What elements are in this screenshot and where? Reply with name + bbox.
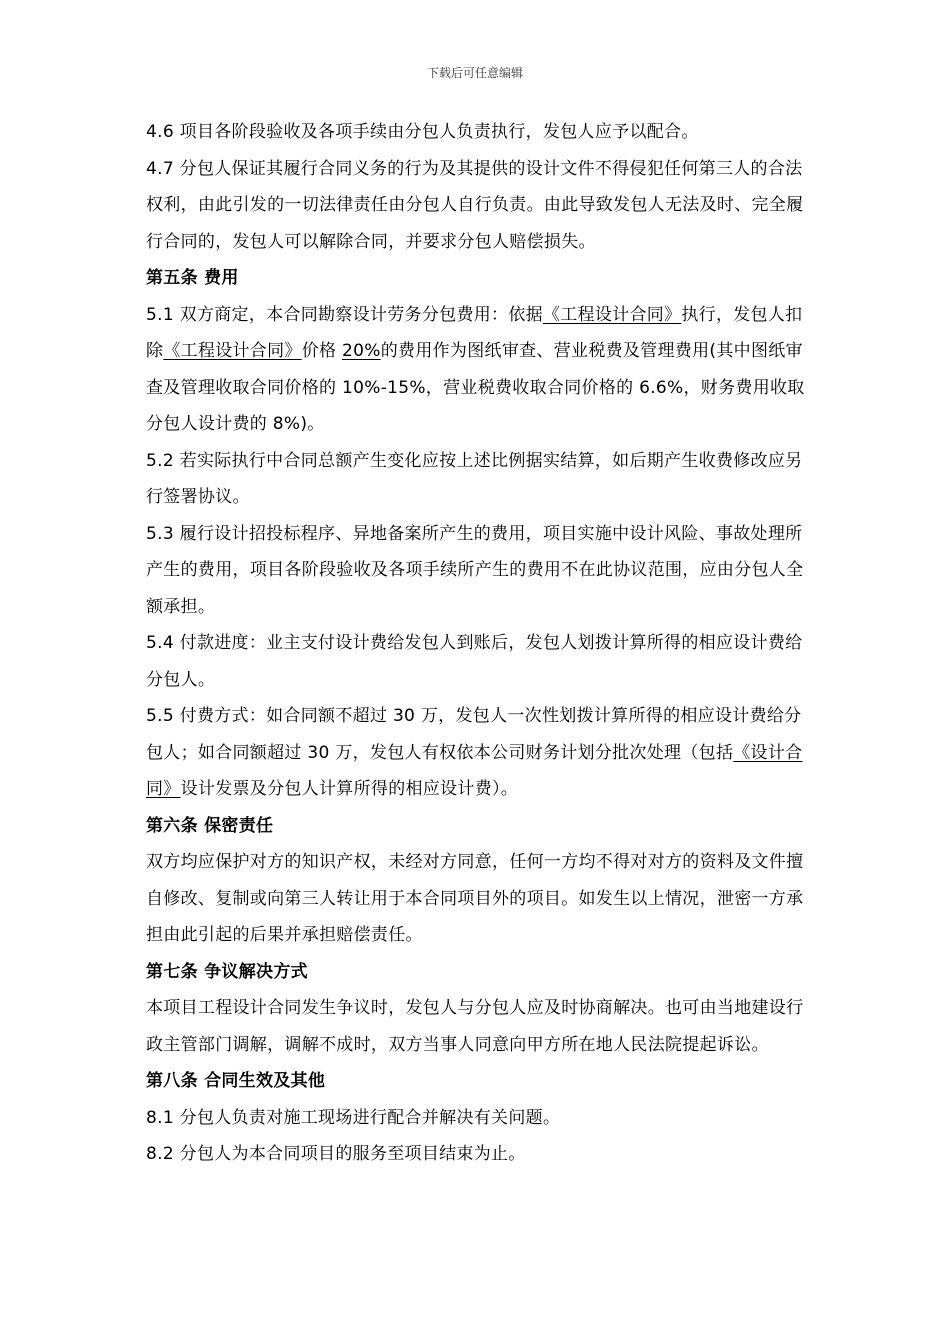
- clause-5-1-text: 执行，发包人扣除: [146, 304, 803, 361]
- contract-ref-underlined: 《工程设计合同》: [542, 304, 682, 325]
- percentage-underlined: 20%: [342, 341, 381, 361]
- contract-ref-underlined: 《设计合同》: [146, 742, 803, 799]
- clause-6: 双方均应保护对方的知识产权，未经对方同意，任何一方均不得对对方的资料及文件擅自修改、复制或向第三人转让用于本合同项目外的项目。如发生以上情况，泄密一方承担由此引起的后果并承担赔偿责任。: [146, 852, 804, 945]
- clause-5-1-text: 的费用作为图纸审查、营业税费及管理费用(其中图纸审查及管理收取合同价格的 10%-15%，营业税费收取合同价格的 6.6%，财务费用收取分包人设计费的 8%)。: [146, 341, 805, 434]
- section-heading-6: 第六条 保密责任: [146, 815, 274, 836]
- clause-4-7: 4.7 分包人保证其履行合同义务的行为及其提供的设计文件不得侵犯任何第三人的合法权利，由此引发的一切法律责任由分包人自行负责。由此导致发包人无法及时、完全履行合同的，发包人可以解除合同，并要求分包人赔偿损失。: [146, 158, 804, 252]
- clause-5-4: 5.4 付款进度：业主支付设计费给发包人到账后，发包人划拨计算所得的相应设计费给分包人。: [146, 633, 803, 690]
- clause-4-6: 4.6 项目各阶段验收及各项手续由分包人负责执行，发包人应予以配合。: [146, 122, 699, 142]
- clause-8-2: 8.2 分包人为本合同项目的服务至项目结束为止。: [146, 1144, 526, 1164]
- clause-5-5-text: 设计发票及分包人计算所得的相应设计费）。: [180, 779, 519, 799]
- section-heading-7: 第七条 争议解决方式: [146, 961, 308, 982]
- clause-5-1-text: 5.1 双方商定，本合同勘察设计劳务分包费用：依据: [146, 304, 543, 325]
- clause-5-5: [146, 698, 818, 808]
- clause-5-3: 5.3 履行设计招投标程序、异地备案所产生的费用，项目实施中设计风险、事故处理所产生的费用，项目各阶段验收及各项手续所产生的费用不在此协议范围，应由分包人全额承担。: [146, 523, 804, 617]
- clause-5-5-text: 5.5 付费方式：如合同额不超过 30 万，发包人一次性划拨计算所得的相应设计费给分包人；如合同额超过 30 万，发包人有权依本公司财务计划分批次处理（包括: [146, 706, 802, 763]
- page-header: 下载后可任意编辑: [426, 66, 523, 80]
- section-heading-8: 第八条 合同生效及其他: [146, 1071, 326, 1091]
- document-body: [146, 114, 818, 1173]
- clause-5-1: [146, 297, 818, 443]
- contract-ref-underlined: 《工程设计合同》: [163, 341, 302, 361]
- clause-5-2: 5.2 若实际执行中合同总额产生变化应按上述比例据实结算，如后期产生收费修改应另行签署协议。: [146, 450, 803, 507]
- section-heading-5: 第五条 费用: [146, 268, 239, 288]
- clause-5-1-text: 价格: [301, 341, 343, 361]
- clause-7: 本项目工程设计合同发生争议时，发包人与分包人应及时协商解决。也可由当地建设行政主管部门调解，调解不成时，双方当事人同意向甲方所在地人民法院提起诉讼。: [146, 998, 804, 1055]
- clause-8-1: 8.1 分包人负责对施工现场进行配合并解决有关问题。: [146, 1107, 561, 1128]
